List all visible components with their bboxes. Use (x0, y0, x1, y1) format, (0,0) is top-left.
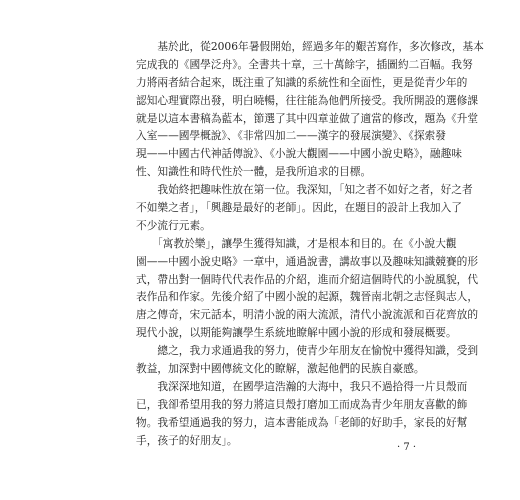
text-line: 我始終把趣味性放在第一位。我深知，「知之者不如好之者，好之者 (136, 183, 473, 197)
text-line: 已，我卻希望用我的努力將這貝殼打磨加工而成為青少年朋友喜歡的飾 (136, 397, 468, 411)
paragraph-3 (136, 235, 479, 342)
page-number: · 7 · (397, 442, 417, 453)
paragraph-4 (136, 342, 479, 378)
text-line: 性、知識性和時代性於一體，是我所追求的目標。 (136, 165, 372, 179)
text-line: 式，帶出對一個時代代表作品的介紹，進而介紹這個時代的小說風貌，代 (136, 272, 479, 286)
text-line: 入室——國學概說》、《非常四加二——漢字的發展演變》、《探索發 (136, 129, 446, 143)
paragraph-5 (136, 378, 468, 450)
paragraph-2 (136, 181, 473, 235)
text-line: 教益，加深對中國傳統文化的瞭解，激起他們的民族自豪感。 (136, 362, 425, 376)
text-line: 唐之傳奇，宋元話本，明清小說的兩大流派，清代小說流派和百花齊放的 (136, 308, 479, 322)
text-line: 現——中國古代神話傳說》、《小說大觀園——中國小說史略》，融趣味 (136, 147, 462, 161)
text-line: 不少流行元素。 (136, 218, 211, 232)
text-line: 力將兩者結合起來，既注重了知識的系統性和全面性，更是從青少年的 (136, 75, 468, 89)
text-line: 我深深地知道，在國學這浩瀚的大海中，我只不過拾得一片貝殼而 (136, 379, 468, 393)
paragraph-1 (136, 38, 484, 181)
text-line: 總之，我力求通過我的努力，使青少年朋友在愉悅中獲得知識，受到 (136, 344, 479, 358)
text-line: 認知心理實際出發，明白曉暢，往往能為他們所接受。我所開設的選修課 (136, 93, 479, 107)
body-text (136, 38, 484, 449)
text-line: 現代小說，以期能夠讓學生系統地瞭解中國小說的形成和發展概要。 (136, 326, 457, 340)
text-line: 物。我希望通過我的努力，這本書能成為「老師的好助手，家長的好幫 (136, 415, 468, 429)
text-line: 就是以這本書稿為藍本，節選了其中四章並做了適當的修改，題為《升堂 (136, 111, 479, 125)
text-line: 不如樂之者」，「興趣是最好的老師」。因此，在題目的設計上我加入了 (136, 201, 462, 215)
text-line: 完成我的《國學泛舟》。全書共十章，三十萬餘字，插圖約二百幅。我努 (136, 57, 473, 71)
text-line: 表作品和作家。先後介紹了中國小說的起源，魏晉南北朝之志怪與志人， (136, 290, 479, 304)
text-line: 「寓教於樂」，讓學生獲得知識，才是根本和目的。在《小說大觀 (136, 236, 457, 250)
text-line: 基於此，從2006年暑假開始，經過多年的艱苦寫作，多次修改，基本 (136, 40, 484, 53)
text-line: 園——中國小說史略》一章中，通過說書，講故事以及趣味知識競賽的形 (136, 254, 479, 268)
text-line: 手，孩子的好朋友」。 (136, 433, 238, 447)
